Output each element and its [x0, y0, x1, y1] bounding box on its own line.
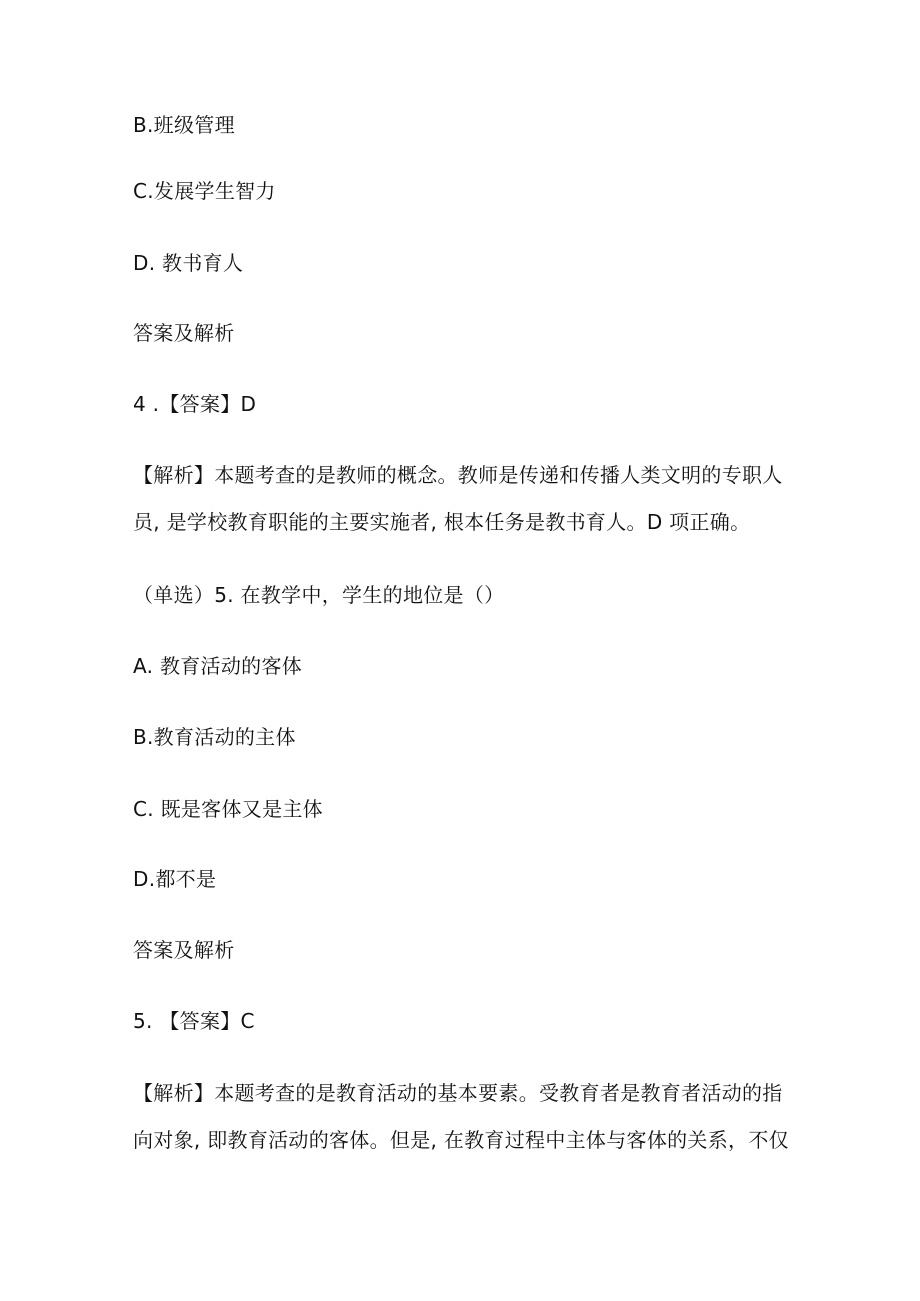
q5-analysis-line-2: 向对象, 即教育活动的客体。但是, 在教育过程中主体与客体的关系，不仅: [133, 1128, 789, 1152]
q5-analysis: [133, 1070, 789, 1164]
q4-analysis-line-1: 【解析】本题考查的是教师的概念。教师是传递和传播人类文明的专职人: [133, 463, 783, 487]
q5-option-b: B.教育活动的主体: [133, 725, 296, 749]
q5-option-d: D.都不是: [133, 867, 217, 891]
q4-analysis: [133, 452, 783, 546]
q4-option-d: D. 教书育人: [133, 251, 244, 275]
q5-answer-heading: 答案及解析: [133, 938, 235, 962]
q4-answer-heading: 答案及解析: [133, 321, 235, 345]
q5-analysis-line-1: 【解析】本题考查的是教育活动的基本要素。受教育者是教育者活动的指: [133, 1081, 783, 1105]
q5-option-a: A. 教育活动的客体: [133, 654, 303, 678]
q5-answer: 5. 【答案】C: [133, 1009, 255, 1033]
q4-analysis-line-2: 员, 是学校教育职能的主要实施者, 根本任务是教书育人。D 项正确。: [133, 510, 751, 534]
q5-option-c: C. 既是客体又是主体: [133, 797, 323, 821]
q5-question: （单选）5. 在教学中，学生的地位是（）: [133, 583, 505, 607]
q4-option-b: B.班级管理: [133, 113, 235, 137]
q4-answer: 4 .【答案】D: [133, 392, 257, 416]
q4-option-c: C.发展学生智力: [133, 179, 276, 203]
